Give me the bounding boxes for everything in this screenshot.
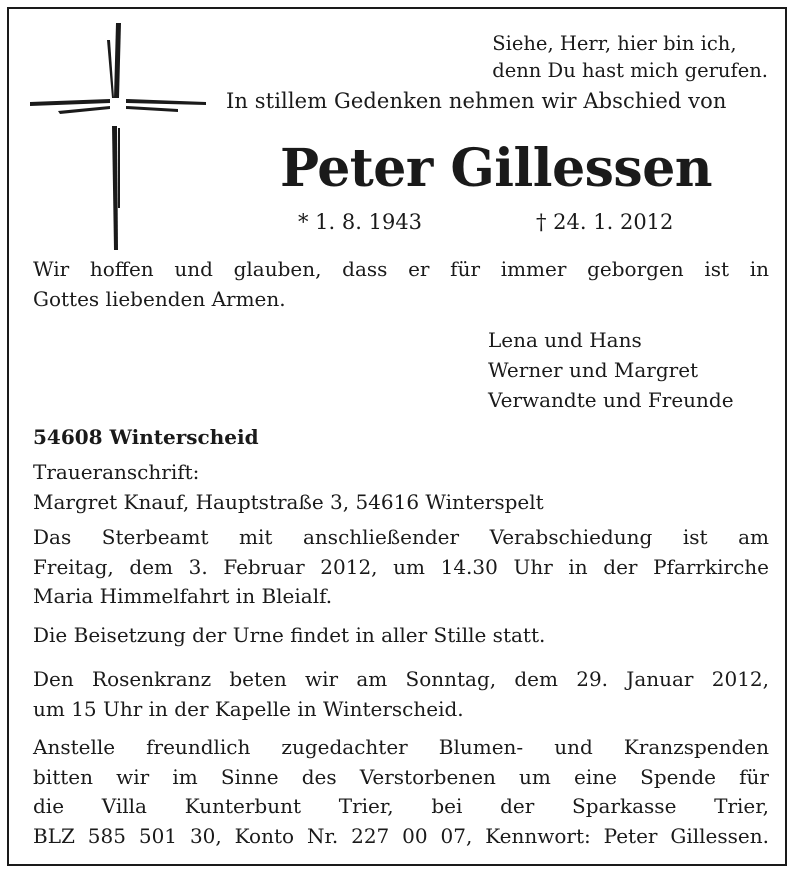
paragraph-line: Den Rosenkranz beten wir am Sonntag, dem 29. Januar 2012, [33, 667, 769, 691]
paragraph-line: Anstelle freundlich zugedachter Blumen- und Kranzspenden [33, 735, 769, 759]
mourner-entry: Werner und Margret [488, 358, 699, 382]
paragraph-line: um 15 Uhr in der Kapelle in Winterscheid. [33, 696, 464, 721]
mourning-address [33, 457, 544, 517]
paragraph-line: Die Beisetzung der Urne findet in aller Stille statt. [33, 623, 546, 647]
birth-date: * 1. 8. 1943 [298, 210, 423, 234]
paragraph-line: die Villa Kunterbunt Trier, bei der Sparkasse Trier, [33, 794, 769, 818]
mourners-list [488, 325, 734, 415]
death-date: † 24. 1. 2012 [536, 210, 674, 234]
address-label: Traueranschrift: [33, 460, 200, 484]
paragraph-line: Das Sterbeamt mit anschließender Verabschiedung ist am [33, 525, 769, 549]
place-heading: 54608 Winterscheid [33, 425, 259, 449]
verse-line: Siehe, Herr, hier bin ich, [492, 32, 737, 55]
paragraph-line: Maria Himmelfahrt in Bleialf. [33, 584, 333, 608]
paragraph-line: Gottes liebenden Armen. [33, 286, 286, 311]
rosary-paragraph [33, 665, 769, 724]
paragraph-line: BLZ 585 501 30, Konto Nr. 227 00 07, Kennwort: Peter Gillessen. [33, 823, 769, 848]
mourner-entry: Verwandte und Freunde [488, 388, 734, 412]
cross-icon [28, 18, 208, 253]
intro-text: In stillem Gedenken nehmen wir Abschied von [226, 89, 727, 113]
deceased-name: Peter Gillessen [280, 138, 713, 199]
mourner-entry: Lena und Hans [488, 328, 642, 352]
donation-paragraph [33, 733, 769, 851]
paragraph-line: Wir hoffen und glauben, dass er für immer geborgen ist in [33, 257, 769, 281]
verse-line: denn Du hast mich gerufen. [492, 59, 768, 82]
paragraph-line: bitten wir im Sinne des Verstorbenen um eine Spende für [33, 764, 769, 789]
address-value: Margret Knauf, Hauptstraße 3, 54616 Winterspelt [33, 490, 544, 514]
urn-paragraph [33, 621, 769, 651]
hope-paragraph [33, 255, 769, 314]
paragraph-line: Freitag, dem 3. Februar 2012, um 14.30 Uhr in der Pfarrkirche [33, 554, 769, 579]
service-paragraph [33, 523, 769, 612]
bible-verse [492, 30, 768, 84]
